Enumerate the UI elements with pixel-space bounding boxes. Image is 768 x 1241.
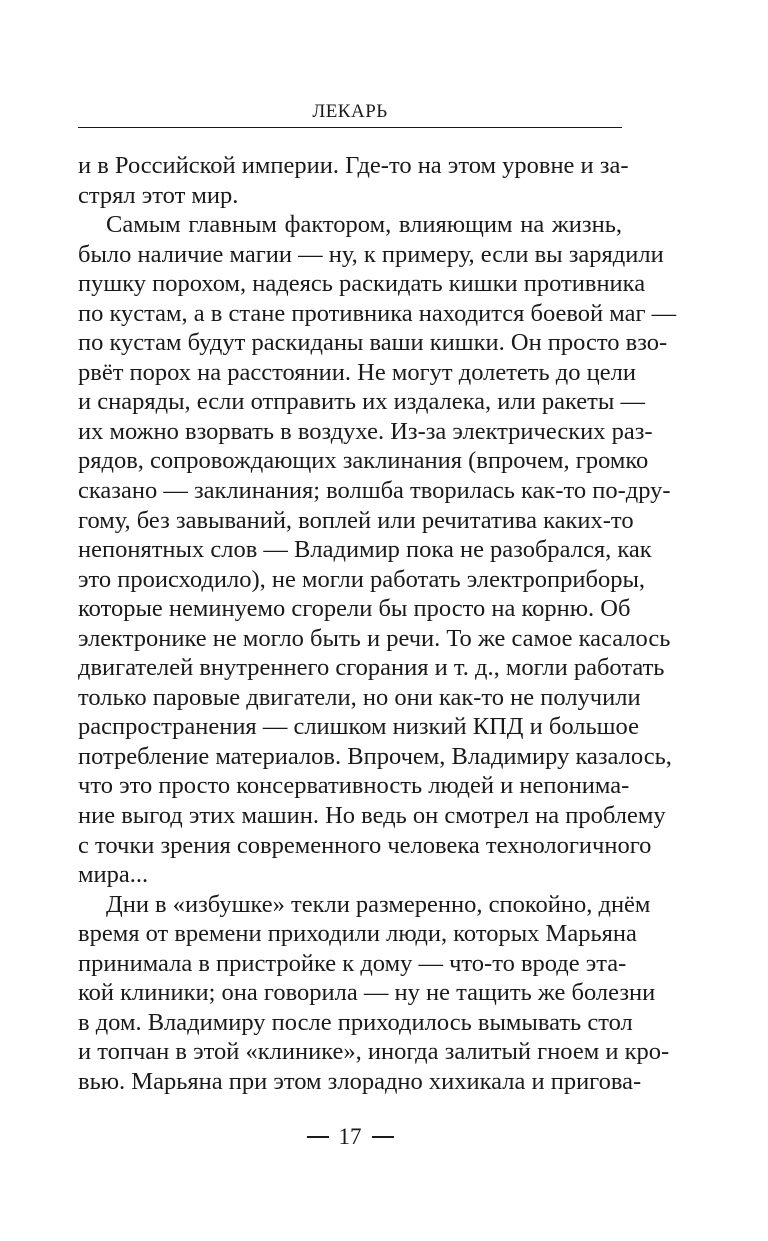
text-line: кой клиники; она говорила — ну не тащить же болезни: [78, 979, 656, 1007]
text-line: что это просто консервативность людей и непонима-: [78, 772, 630, 800]
text-line: стрял этот мир.: [78, 181, 239, 209]
text-line: их можно взорвать в воздухе. Из-за электрических раз-: [78, 417, 653, 445]
text-line: время от времени приходили люди, которых Марьяна: [78, 920, 637, 948]
text-line: гому, без завываний, воплей или речитатива каких-то: [78, 506, 634, 534]
page-folio: [78, 1124, 622, 1150]
text-line: по кустам, а в стане противника находится боевой маг —: [78, 299, 677, 327]
text-line: мира...: [78, 861, 149, 889]
text-line: и в Российской империи. Где-то на этом уровне и за-: [78, 152, 629, 179]
text-line: потребление материалов. Впрочем, Владимиру казалось,: [78, 742, 672, 770]
text-line: которые неминуемо сгорели бы просто на корню. Об: [78, 595, 631, 623]
header-rule: [78, 127, 622, 128]
text-line: по кустам будут раскиданы ваши кишки. Он просто взо-: [78, 329, 668, 357]
running-head: ЛЕКАРЬ: [312, 101, 388, 122]
text-line: и снаряды, если отправить их издалека, или ракеты —: [78, 388, 645, 416]
folio-dash-right: [372, 1136, 394, 1138]
text-line: это происходило), не могли работать электроприборы,: [78, 565, 646, 593]
text-line: пушку порохом, надеясь раскидать кишки противника: [78, 270, 646, 298]
text-line: непонятных слов — Владимир пока не разобрался, как: [78, 536, 652, 564]
text-line: Самым главным фактором, влияющим на жизнь,: [106, 211, 622, 239]
text-line: рвёт порох на расстоянии. Не могут долететь до цели: [78, 358, 636, 386]
text-line: двигателей внутреннего сгорания и т. д., могли работать: [78, 654, 665, 682]
text-line: с точки зрения современного человека технологичного: [78, 831, 652, 859]
text-line: принимала в пристройке к дому — что-то вроде эта-: [78, 949, 627, 977]
text-line: Дни в «избушке» текли размеренно, спокойно, днём: [106, 890, 651, 918]
text-line: сказано — заклинания; волшба творилась как-то по-дру-: [78, 477, 671, 505]
text-line: распространения — слишком низкий КПД и большое: [78, 713, 639, 741]
text-line: было наличие магии — ну, к примеру, если вы зарядили: [78, 240, 664, 268]
text-line: вью. Марьяна при этом злорадно хихикала и пригова-: [78, 1067, 642, 1095]
page-number: 17: [338, 1124, 362, 1149]
text-line: только паровые двигатели, но они как-то не получили: [78, 683, 641, 711]
folio-dash-left: [307, 1136, 329, 1138]
text-line: электронике не могло быть и речи. То же самое касалось: [78, 624, 671, 652]
text-line: и топчан в этой «клинике», иногда залитый гноем и кро-: [78, 1038, 670, 1066]
text-line: в дом. Владимиру после приходилось вымывать стол: [78, 1008, 633, 1036]
body-text: [78, 151, 677, 1097]
text-line: ние выгод этих машин. Но ведь он смотрел на проблему: [78, 802, 666, 830]
text-line: рядов, сопровождающих заклинания (впрочем, громко: [78, 447, 649, 475]
